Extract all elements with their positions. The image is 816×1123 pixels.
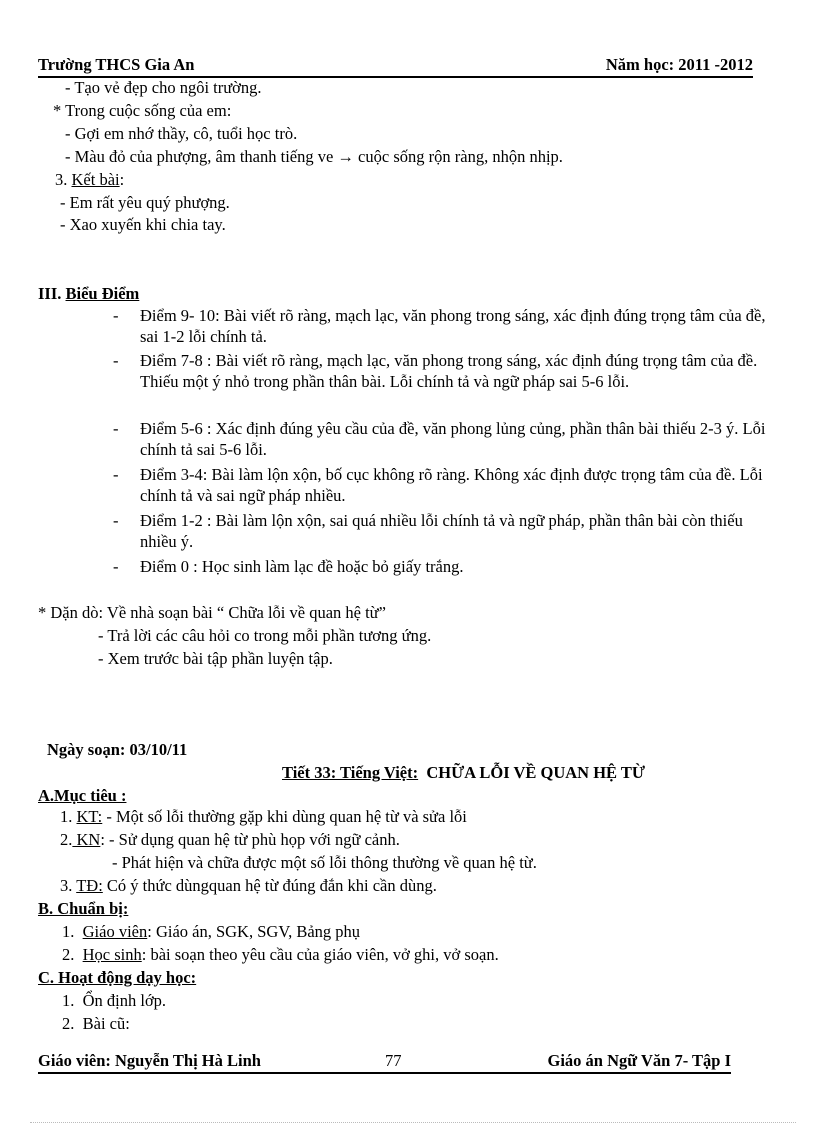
preparation-text: : bài soạn theo yêu cầu của giáo viên, vở ghi, vở soạn. (141, 945, 499, 964)
school-year: Năm học: 2011 -2012 (605, 55, 753, 74)
lesson-date: Ngày soạn: 03/10/11 (47, 740, 188, 759)
objective-number: 3. (60, 876, 77, 895)
top-line-3: - Gợi em nhớ thầy, cô, tuổi học trò. (65, 124, 298, 143)
top-line-2: * Trong cuộc sống của em: (53, 101, 232, 120)
top-line-6: - Xao xuyến khi chia tay. (60, 215, 226, 234)
teacher-name: Giáo viên: Nguyễn Thị Hà Linh (38, 1051, 261, 1070)
objectives-heading: A.Mục tiêu : (38, 786, 127, 805)
lesson-title-main: CHỮA LỖI VỀ QUAN HỆ TỪ (426, 763, 646, 782)
activity-text: Bài cũ: (82, 1014, 130, 1033)
grading-item-text: Điểm 1-2 : Bài làm lộn xộn, sai quá nhiều lỗi chính tả và ngữ pháp, phần thân bài còn thiếu nhiều ý. (140, 511, 743, 551)
activity-text: Ổn định lớp. (82, 991, 167, 1010)
conclusion-colon: : (119, 170, 125, 189)
objective-2 (60, 829, 400, 850)
lesson-title-prefix: Tiết 33: Tiếng Việt: (282, 763, 419, 782)
activity-item-1 (62, 990, 166, 1011)
objective-text: : - Sử dụng quan hệ từ phù họp với ngữ cảnh. (100, 830, 400, 849)
objective-text: Có ý thức dùngquan hệ từ đúng đắn khi cần dùng. (102, 876, 437, 895)
preparation-item-1 (62, 921, 360, 942)
lesson-title (282, 762, 645, 783)
homework-task-2: - Xem trước bài tập phần luyện tập. (98, 649, 333, 668)
homework-intro: * Dặn dò: Về nhà soạn bài “ Chữa lỗi về quan hệ từ” (38, 603, 386, 622)
preparation-label: Học sinh (82, 945, 142, 964)
bullet-dash: - (113, 419, 119, 438)
activity-item-2 (62, 1013, 130, 1034)
top-line-5: - Em rất yêu quý phượng. (60, 193, 230, 212)
grading-item-text: Điểm 5-6 : Xác định đúng yêu cầu của đề, văn phong lủng củng, phần thân bài thiếu 2-3 ý. Lỗi chính tả sai 5-6 lỗi. (140, 419, 766, 459)
preparation-item-2 (62, 944, 499, 965)
grading-heading-number: III. (38, 284, 66, 303)
bullet-dash: - (113, 557, 119, 576)
objective-1 (60, 806, 467, 827)
objective-label: KT: (76, 807, 103, 826)
bullet-dash: - (113, 306, 119, 325)
conclusion-number: 3. (55, 170, 72, 189)
preparation-label: Giáo viên (82, 922, 148, 941)
top-line-1: - Tạo vẻ đẹp cho ngôi trường. (65, 78, 262, 97)
grading-item-text: Điểm 9- 10: Bài viết rõ ràng, mạch lạc, văn phong trong sáng, xác định đúng trọng tâm của đề, sai 1-2 lỗi chính tả. (140, 306, 766, 346)
top-line-4: - Màu đỏ của phượng, âm thanh tiếng ve → cuộc sống rộn ràng, nhộn nhịp. (65, 147, 563, 166)
book-title: Giáo án Ngữ Văn 7- Tập I (547, 1051, 731, 1070)
grading-item-text: Điểm 0 : Học sinh làm lạc đề hoặc bỏ giấy trắng. (140, 557, 464, 576)
activities-heading: C. Hoạt động dạy học: (38, 968, 197, 987)
bullet-dash: - (113, 465, 119, 484)
preparation-text: : Giáo án, SGK, SGV, Bảng phụ (147, 922, 361, 941)
homework-task-1: - Trả lời các câu hỏi co trong mỗi phần tương ứng. (98, 626, 432, 645)
objective-3 (60, 875, 437, 896)
conclusion-heading (55, 169, 124, 190)
objective-number: 2. (60, 830, 73, 849)
preparation-heading: B. Chuẩn bị: (38, 899, 129, 918)
objective-label: KN (72, 830, 101, 849)
objective-text: - Một số lỗi thường gặp khi dùng quan hệ từ và sửa lỗi (102, 807, 467, 826)
objective-number: 1. (60, 807, 77, 826)
page-footer (38, 1050, 731, 1074)
school-name: Trường THCS Gia An (38, 55, 195, 74)
activity-number: 2. (62, 1014, 75, 1033)
preparation-number: 1. (62, 922, 75, 941)
objective-label: TĐ: (76, 876, 103, 895)
page-header (38, 54, 753, 78)
conclusion-label: Kết bài (71, 170, 120, 189)
preparation-number: 2. (62, 945, 75, 964)
grading-heading (38, 283, 139, 304)
grading-item-text: Điểm 7-8 : Bài viết rõ ràng, mạch lạc, văn phong trong sáng, xác định đúng trọng tâm của đề. Thiếu một ý nhỏ trong phần thân bài. Lỗi chính tả và ngữ pháp sai 5-6 lỗi. (140, 351, 758, 391)
page-number: 77 (385, 1051, 402, 1070)
objective-2-continued: - Phát hiện và chữa được một số lỗi thông thường về quan hệ từ. (112, 853, 537, 872)
grading-item-text: Điểm 3-4: Bài làm lộn xộn, bố cục không rõ ràng. Không xác định được trọng tâm của đề. Lỗi chính tả và sai ngữ pháp nhiều. (140, 465, 763, 505)
bullet-dash: - (113, 511, 119, 530)
activity-number: 1. (62, 991, 75, 1010)
bullet-dash: - (113, 351, 119, 370)
grading-heading-label: Biểu Điểm (65, 284, 140, 303)
